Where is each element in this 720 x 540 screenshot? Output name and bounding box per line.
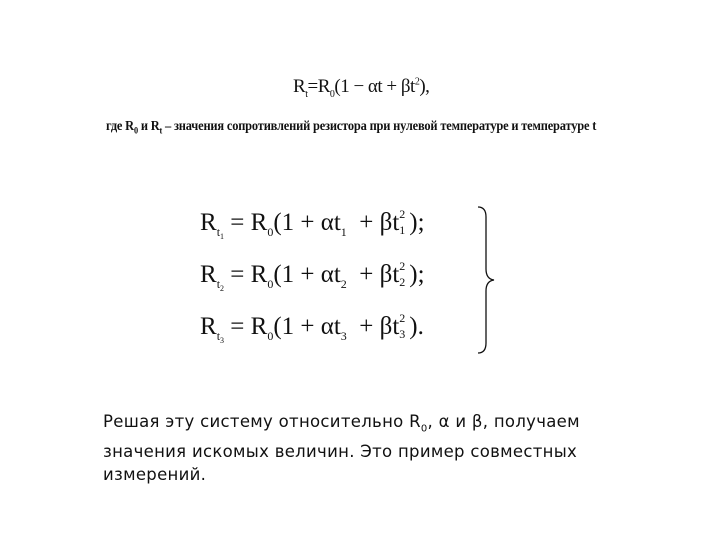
eq3-r: R xyxy=(200,313,217,340)
eq3-t-letter: t xyxy=(216,329,221,343)
top-caption xyxy=(106,118,596,136)
caption-subt: t xyxy=(159,125,163,136)
eq1-sub: 1 xyxy=(340,225,347,239)
eq1-end: ); xyxy=(409,209,425,236)
eq1-r: R xyxy=(200,209,217,236)
eq2-t-index: 2 xyxy=(220,284,225,293)
equation-system xyxy=(200,205,500,355)
formula-r-sub: 0 xyxy=(329,88,335,100)
eq1-open: (1 + αt xyxy=(273,209,341,236)
eq1-sub2: 1 xyxy=(399,223,406,237)
eq3-plus: + βt xyxy=(346,313,400,340)
eq2-t-letter: t xyxy=(216,277,221,291)
caption-pre: где R xyxy=(106,118,134,133)
eq3-sup: 2 xyxy=(399,311,406,325)
eq1-plus: + βt xyxy=(346,209,400,236)
eq2-sup: 2 xyxy=(399,259,406,273)
caption-sub0: 0 xyxy=(133,125,138,136)
formula-lhs: R xyxy=(293,76,306,97)
eq2-t xyxy=(217,277,224,291)
formula-rest: (1 − αt + βt xyxy=(334,76,415,97)
equation-3 xyxy=(200,313,424,345)
eq2-open: (1 + αt xyxy=(273,261,341,288)
eq3-zero: 0 xyxy=(267,329,274,343)
eq3-t-index: 3 xyxy=(220,336,225,345)
right-brace xyxy=(472,205,496,355)
formula-sup: 2 xyxy=(414,76,420,88)
paragraph-sub: 0 xyxy=(420,423,428,435)
eq2-eq: = R xyxy=(224,261,268,288)
caption-post: – значения сопротивлений резистора при нулевой температуре и температуре t xyxy=(162,118,597,133)
eq3-supsub xyxy=(399,311,409,341)
eq2-sub: 2 xyxy=(340,277,347,291)
caption-mid: и R xyxy=(137,118,160,133)
eq2-plus: + βt xyxy=(346,261,400,288)
formula-end: ), xyxy=(419,76,430,97)
eq1-sup: 2 xyxy=(399,207,406,221)
formula-lhs-sub: t xyxy=(305,88,308,100)
eq1-eq: = R xyxy=(224,209,268,236)
eq2-zero: 0 xyxy=(267,277,274,291)
equation-2 xyxy=(200,261,425,293)
eq1-t xyxy=(217,225,224,239)
formula-eq: = xyxy=(307,76,318,97)
eq3-eq: = R xyxy=(224,313,268,340)
paragraph-part1: Решая эту систему относительно R xyxy=(103,412,421,431)
eq1-t-letter: t xyxy=(216,225,221,239)
explanation-paragraph xyxy=(103,410,603,486)
formula-r: R xyxy=(317,76,330,97)
eq1-t-index: 1 xyxy=(220,232,225,241)
equation-1 xyxy=(200,209,425,241)
top-formula xyxy=(293,76,429,100)
eq1-zero: 0 xyxy=(267,225,274,239)
eq1-supsub xyxy=(399,207,409,237)
eq2-r: R xyxy=(200,261,217,288)
paragraph-part2: , α и β, получаем значения искомых величин. Это пример совместных измерений. xyxy=(103,412,580,485)
eq3-t xyxy=(217,329,224,343)
eq2-supsub xyxy=(399,259,409,289)
eq2-end: ); xyxy=(409,261,425,288)
eq3-end: ). xyxy=(409,313,424,340)
eq3-open: (1 + αt xyxy=(273,313,341,340)
eq2-sub2: 2 xyxy=(399,275,406,289)
eq3-sub2: 3 xyxy=(399,327,406,341)
eq3-sub: 3 xyxy=(340,329,347,343)
